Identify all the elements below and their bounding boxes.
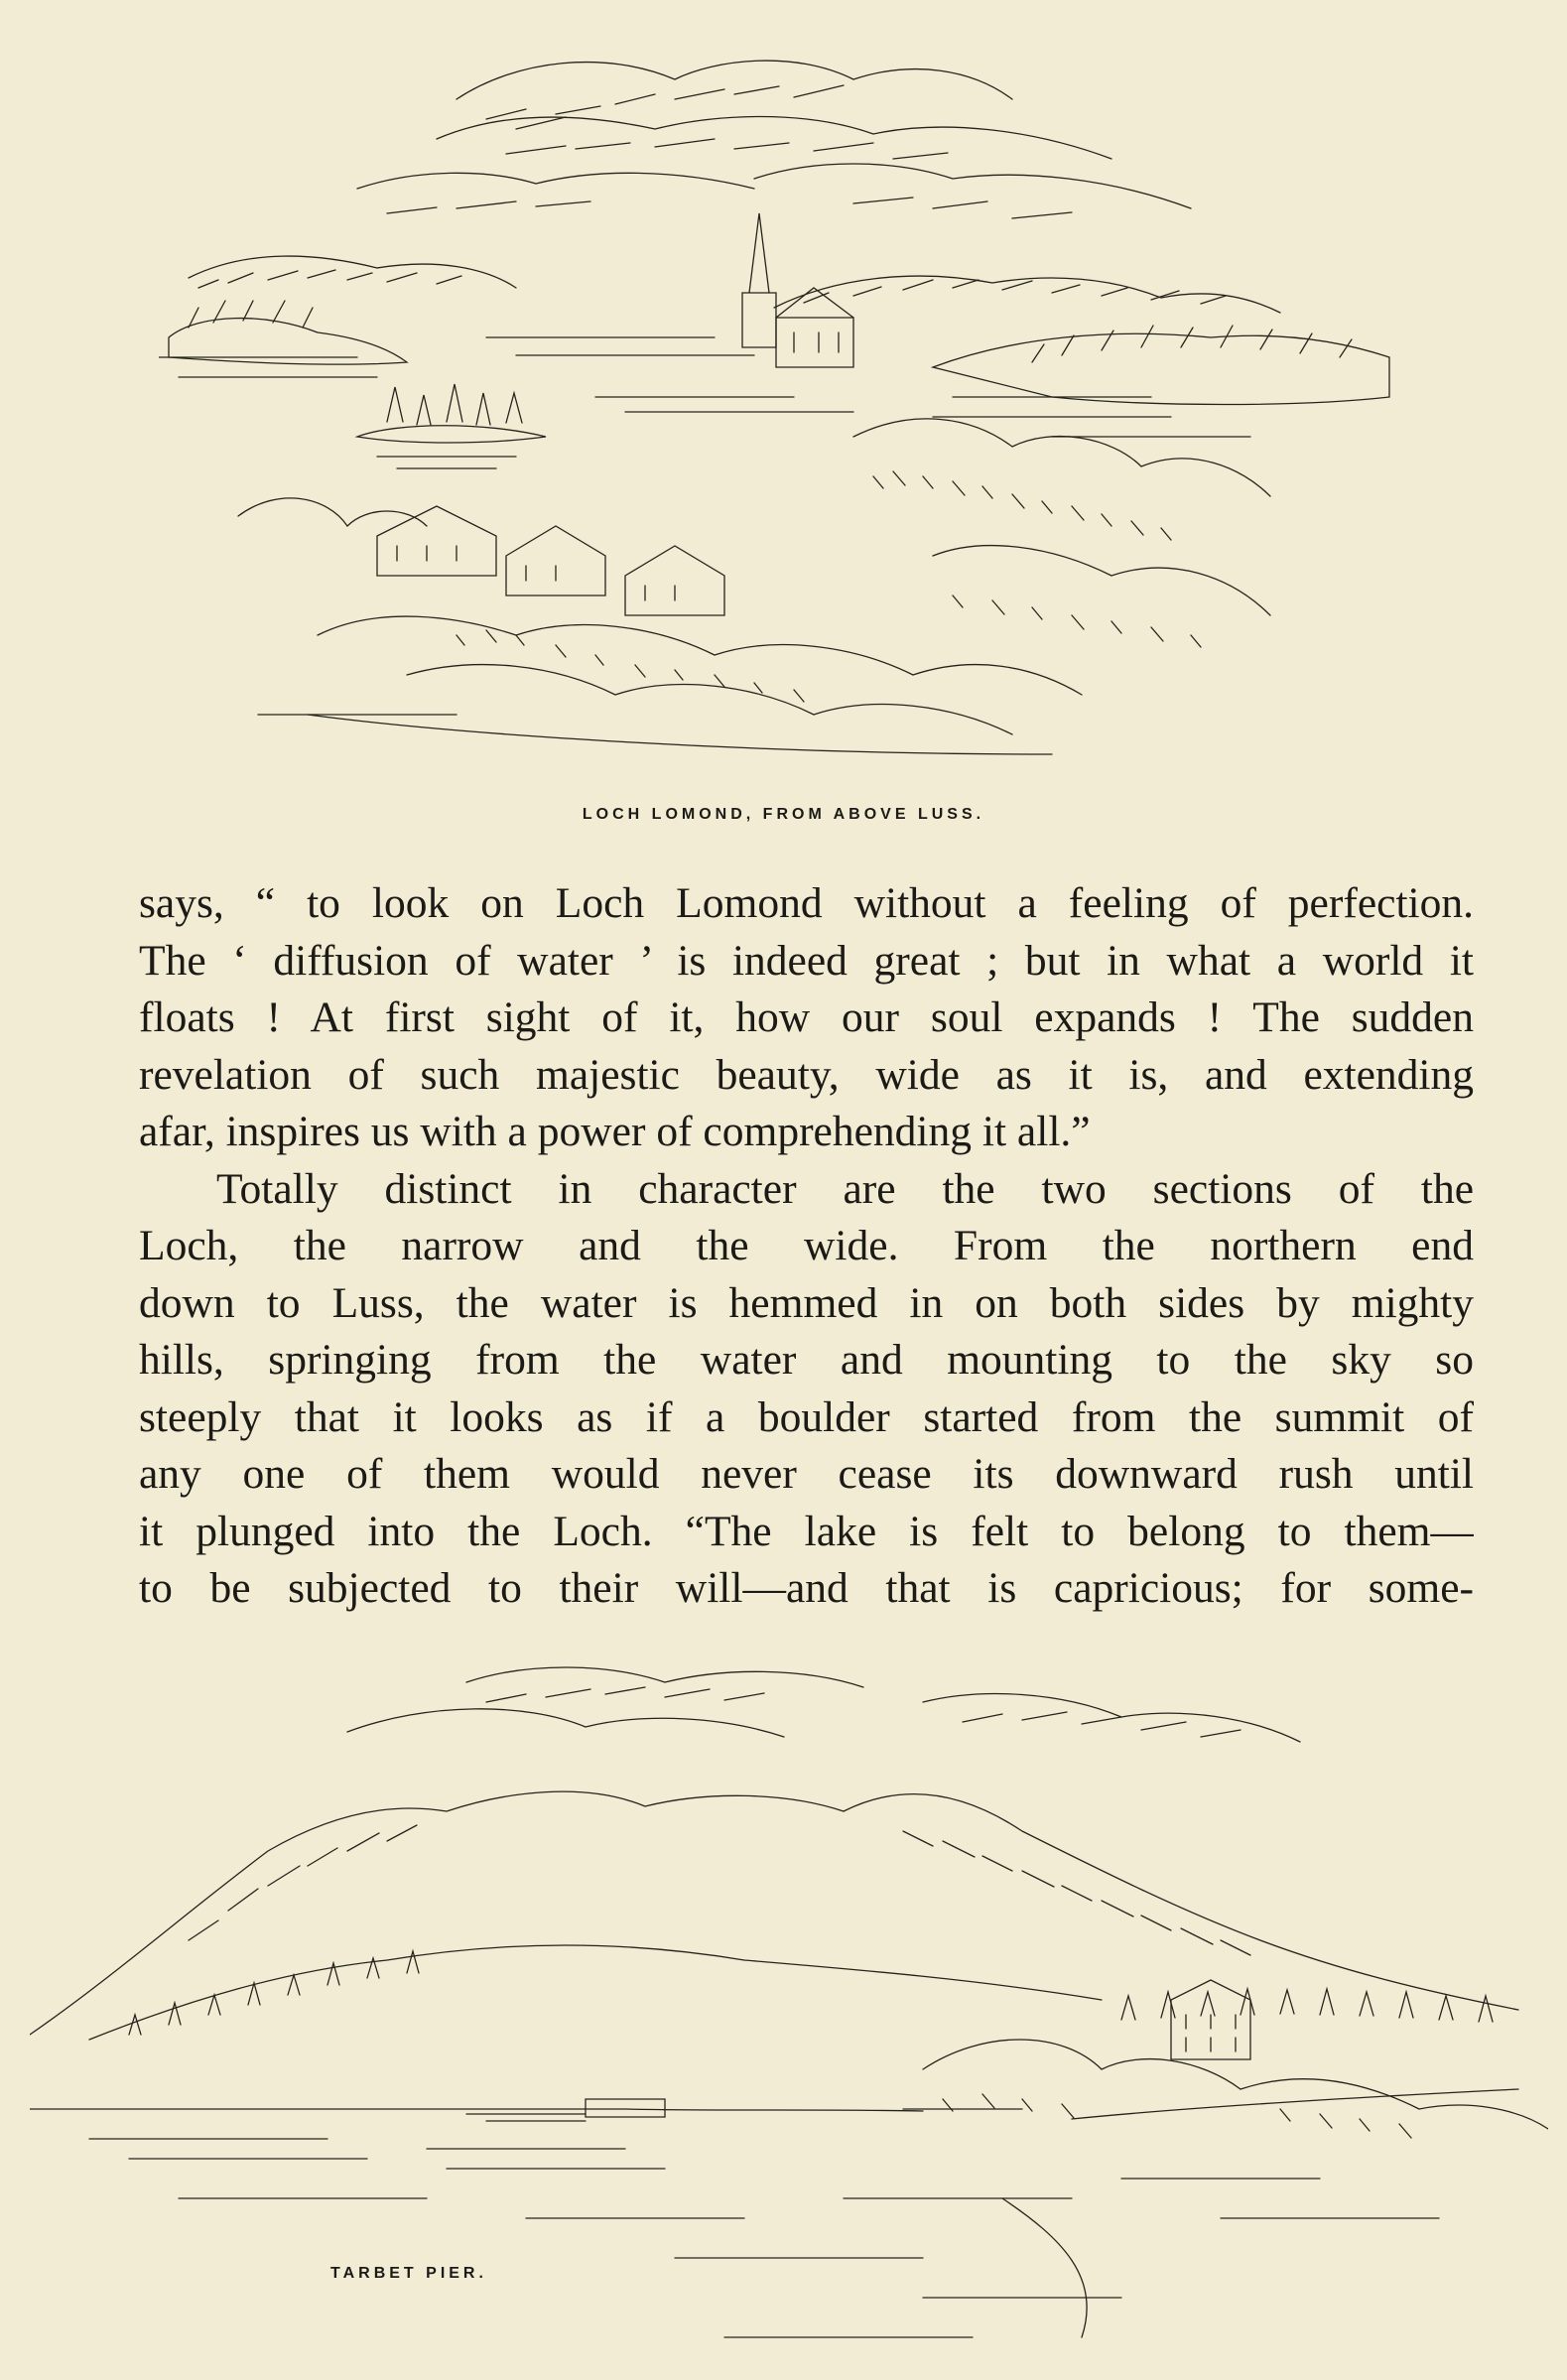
text-line: Loch, the narrow and the wide. From the northern end	[139, 1222, 1474, 1269]
engraving-tarbet-pier	[30, 1643, 1548, 2372]
text-line: any one of them would never cease its downward rush until	[139, 1450, 1474, 1498]
text-line: says, “ to look on Loch Lomond without a feeling of perfection.	[139, 879, 1474, 927]
text-line: down to Luss, the water is hemmed in on both sides by mighty	[139, 1278, 1474, 1327]
paragraph-2	[139, 1161, 1474, 1618]
paragraph-1	[139, 875, 1474, 1161]
text-line: The ‘ diffusion of water ’ is indeed great ; but in what a world it	[139, 936, 1474, 985]
illustration-loch-lomond	[159, 20, 1449, 794]
text-line: Totally distinct in character are the two sections of the	[216, 1164, 1474, 1213]
text-line: it plunged into the Loch. “The lake is felt to belong to them—	[139, 1507, 1474, 1555]
text-line: steeply that it looks as if a boulder started from the summit of	[139, 1392, 1474, 1441]
text-line: hills, springing from the water and mounting to the sky so	[139, 1336, 1474, 1384]
illustration-tarbet-pier	[30, 1643, 1548, 2372]
body-text	[139, 875, 1474, 1618]
text-line: revelation of such majestic beauty, wide as it is, and extending	[139, 1050, 1474, 1099]
text-line: afar, inspires us with a power of comprehending it all.”	[139, 1108, 1091, 1155]
text-line: to be subjected to their will—and that is capricious; for some-	[139, 1564, 1474, 1612]
text-line: floats ! At first sight of it, how our soul expands ! The sudden	[139, 993, 1474, 1041]
figure-caption-top: LOCH LOMOND, FROM ABOVE LUSS.	[582, 806, 985, 823]
figure-caption-bottom: TARBET PIER.	[330, 2265, 487, 2282]
engraving-loch-lomond	[159, 20, 1449, 794]
